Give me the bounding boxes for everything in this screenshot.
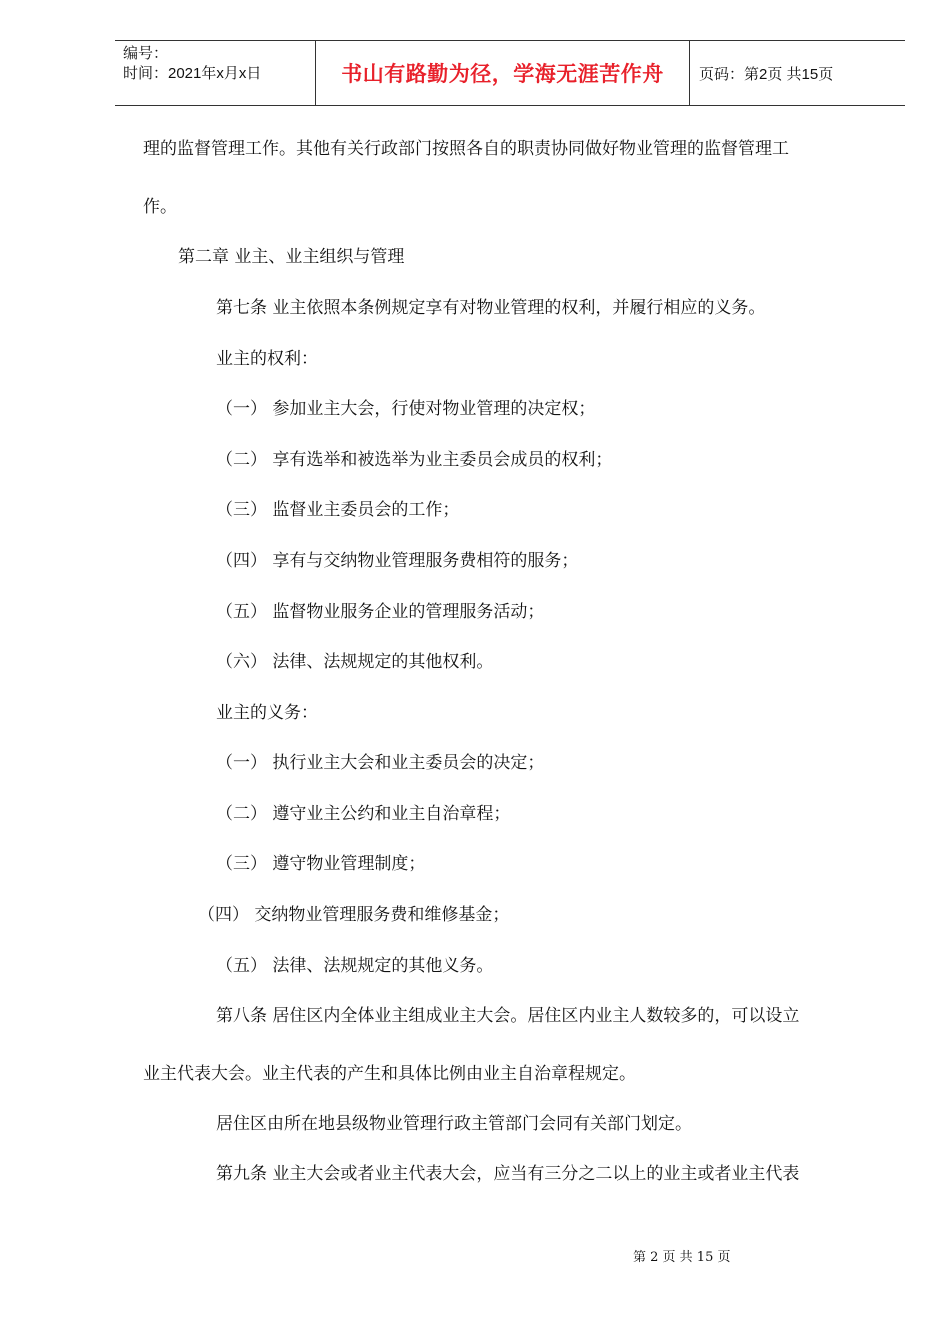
body-line: 作。 [143, 197, 177, 217]
header-slogan-cell [316, 41, 690, 105]
body-line: 业主代表大会。业主代表的产生和具体比例由业主自治章程规定。 [143, 1064, 636, 1084]
page-header [115, 40, 905, 106]
duties-item: （三） 遵守物业管理制度； [216, 854, 426, 874]
body-line: 理的监督管理工作。其他有关行政部门按照各自的职责协同做好物业管理的监督管理工 [143, 139, 789, 159]
article-8: 第八条 居住区内全体业主组成业主大会。居住区内业主人数较多的，可以设立 [216, 1006, 800, 1026]
rights-heading: 业主的权利： [216, 349, 318, 369]
rights-item: （五） 监督物业服务企业的管理服务活动； [216, 602, 545, 622]
document-time-label: 时间：2021年x月x日 [123, 65, 262, 82]
header-meta [115, 41, 316, 105]
duties-item: （四） 交纳物业管理服务费和维修基金； [198, 905, 510, 925]
rights-item: （六） 法律、法规规定的其他权利。 [216, 652, 494, 672]
rights-item: （四） 享有与交纳物业管理服务费相符的服务； [216, 551, 579, 571]
body-line: 居住区由所在地县级物业管理行政主管部门会同有关部门划定。 [216, 1114, 692, 1134]
chapter-heading: 第二章 业主、业主组织与管理 [178, 247, 405, 267]
article-9: 第九条 业主大会或者业主代表大会，应当有三分之二以上的业主或者业主代表 [216, 1164, 800, 1184]
rights-item: （二） 享有选举和被选举为业主委员会成员的权利； [216, 450, 613, 470]
header-page-cell [690, 41, 905, 105]
header-page-number: 页码：第2页 共15页 [699, 65, 834, 83]
article-7: 第七条 业主依照本条例规定享有对物业管理的权利，并履行相应的义务。 [216, 298, 766, 318]
duties-item: （五） 法律、法规规定的其他义务。 [216, 956, 494, 976]
rights-item: （一） 参加业主大会，行使对物业管理的决定权； [216, 399, 596, 419]
rights-item: （三） 监督业主委员会的工作； [216, 500, 460, 520]
duties-item: （二） 遵守业主公约和业主自治章程； [216, 804, 511, 824]
header-slogan: 书山有路勤为径，学海无涯苦作舟 [341, 62, 664, 86]
page-footer: 第 2 页 共 15 页 [633, 1250, 731, 1265]
document-number-label: 编号： [123, 45, 169, 62]
duties-heading: 业主的义务： [216, 703, 318, 723]
duties-item: （一） 执行业主大会和业主委员会的决定； [216, 753, 545, 773]
